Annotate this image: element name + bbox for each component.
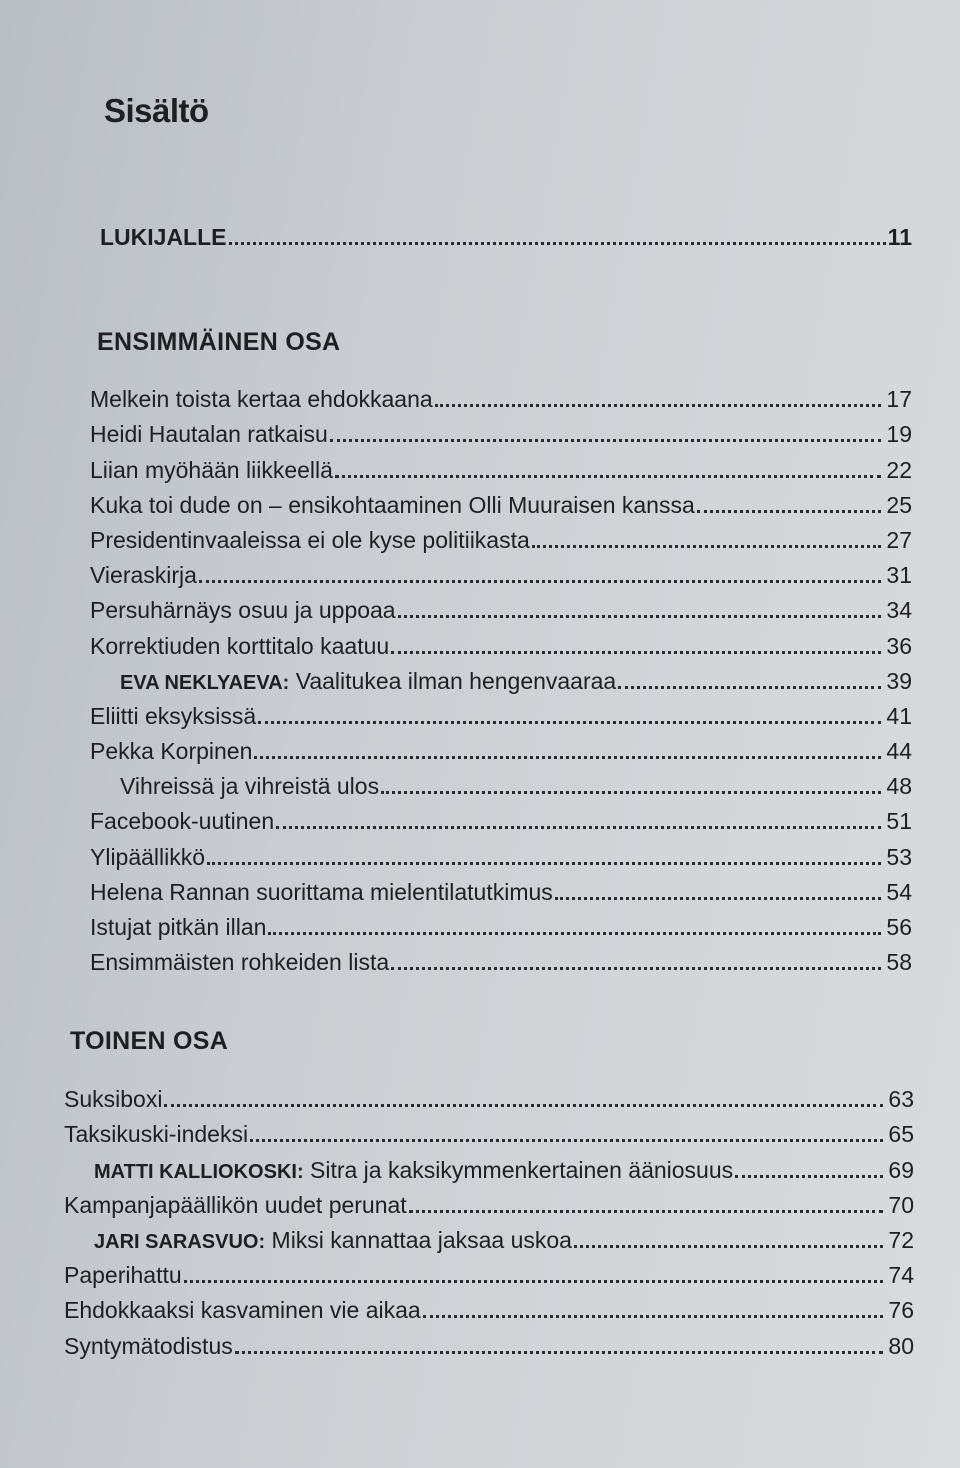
- entry-title: Persuhärnäys osuu ja uppoaa: [90, 597, 396, 624]
- entry-page: 54: [886, 878, 912, 905]
- entry-label: LUKIJALLE: [100, 224, 227, 250]
- entry-author: MATTI KALLIOKOSKI:: [94, 1160, 304, 1183]
- entry-label: [64, 1227, 572, 1254]
- page-title: Sisältö: [104, 92, 209, 129]
- entry-page: 27: [886, 526, 912, 553]
- part-1-entries: [90, 378, 912, 976]
- entry-label: [64, 1086, 162, 1113]
- entry-title: Istujat pitkän illan: [90, 914, 267, 940]
- entry-label: [90, 703, 256, 730]
- entry-label: [90, 597, 396, 624]
- entry-author: EVA NEKLYAEVA:: [120, 671, 290, 694]
- toc-entry[interactable]: [64, 1219, 914, 1254]
- entry-label: [90, 949, 389, 976]
- entry-label: [64, 1333, 233, 1360]
- entry-label: [90, 773, 379, 800]
- toc-entry[interactable]: [64, 1184, 914, 1219]
- dot-leader: [164, 1104, 883, 1107]
- entry-label: [90, 668, 616, 695]
- entry-page: 65: [888, 1121, 914, 1148]
- entry-label: [64, 1297, 421, 1324]
- entry-page: 11: [887, 224, 912, 250]
- entry-label: [64, 1121, 248, 1148]
- toc-entry[interactable]: [90, 800, 912, 835]
- dot-leader: [276, 826, 881, 829]
- dot-leader: [268, 932, 881, 935]
- toc-entry[interactable]: [64, 1324, 914, 1359]
- entry-title: Paperihattu: [64, 1262, 182, 1289]
- entry-title: Liian myöhään liikkeellä: [90, 456, 333, 483]
- dot-leader: [381, 791, 881, 794]
- toc-entry[interactable]: [90, 730, 912, 765]
- entry-page: 31: [886, 562, 912, 589]
- entry-title: Syntymätodistus: [64, 1332, 233, 1359]
- toc-entry[interactable]: [90, 941, 912, 976]
- entry-title: Presidentinvaaleissa ei ole kyse politiikasta: [90, 526, 530, 553]
- entry-title: Ensimmäisten rohkeiden lista: [90, 949, 390, 976]
- entry-label: [90, 421, 328, 448]
- toc-entry[interactable]: [64, 1254, 914, 1289]
- toc-entry[interactable]: [90, 378, 912, 413]
- entry-title: Helena Rannan suorittama mielentilatutkimus: [90, 878, 553, 905]
- dot-leader: [574, 1245, 883, 1248]
- part-2-heading: TOINEN OSA: [70, 1027, 229, 1055]
- toc-entry[interactable]: [90, 484, 912, 519]
- dot-leader: [391, 651, 881, 654]
- entry-label: [90, 562, 197, 589]
- entry-page: 25: [886, 491, 912, 518]
- entry-page: 80: [888, 1332, 914, 1359]
- entry-title: Pekka Korpinen: [90, 738, 253, 765]
- entry-label: [90, 386, 433, 413]
- toc-entry[interactable]: [90, 765, 912, 800]
- toc-entry[interactable]: [90, 871, 912, 906]
- entry-page: 76: [888, 1297, 914, 1324]
- toc-entry[interactable]: [90, 554, 912, 589]
- dot-leader: [618, 686, 881, 689]
- entry-page: 69: [888, 1156, 914, 1183]
- entry-title: Ehdokkaaksi kasvaminen vie aikaa: [64, 1297, 421, 1324]
- dot-leader: [409, 1210, 883, 1213]
- entry-page: 70: [888, 1191, 914, 1218]
- dot-leader: [184, 1280, 883, 1283]
- entry-title: Sitra ja kaksikymmenkertainen ääniosuus: [310, 1156, 734, 1183]
- dot-leader: [229, 242, 886, 245]
- entry-page: 63: [888, 1086, 914, 1113]
- entry-title: Korrektiuden korttitalo kaatuu: [90, 632, 390, 659]
- entry-page: 17: [886, 386, 912, 413]
- entry-label: [90, 527, 530, 554]
- entry-title: Facebook-uutinen: [90, 808, 275, 835]
- entry-title: Taksikuski-indeksi: [64, 1121, 249, 1148]
- entry-title: Suksiboxi: [64, 1086, 163, 1113]
- dot-leader: [697, 510, 881, 513]
- entry-page: 22: [886, 456, 912, 483]
- entry-label: [90, 457, 333, 484]
- entry-title: Vihreissä ja vihreistä ulos: [120, 773, 380, 800]
- entry-title: Eliitti eksyksissä: [90, 702, 257, 729]
- entry-page: 41: [886, 702, 912, 729]
- entry-label: [90, 492, 695, 519]
- entry-title: Heidi Hautalan ratkaisu: [90, 421, 328, 448]
- entry-label: [90, 879, 553, 906]
- dot-leader: [435, 404, 881, 407]
- part-1-heading: ENSIMMÄINEN OSA: [97, 328, 341, 356]
- entry-label: [64, 1192, 407, 1219]
- toc-entry-lukijalle[interactable]: [100, 224, 912, 251]
- part-2-entries: [64, 1078, 914, 1360]
- toc-entry[interactable]: [90, 413, 912, 448]
- entry-title: Melkein toista kertaa ehdokkaana: [90, 386, 433, 413]
- dot-leader: [330, 439, 881, 442]
- dot-leader: [532, 545, 881, 548]
- entry-title: Kampanjapäällikön uudet perunat: [64, 1191, 407, 1218]
- dot-leader: [335, 475, 881, 478]
- toc-entry[interactable]: [90, 660, 912, 695]
- toc-entry[interactable]: [90, 589, 912, 624]
- toc-entry[interactable]: [90, 906, 912, 941]
- entry-title: Miksi kannattaa jaksaa uskoa: [271, 1226, 572, 1253]
- entry-page: 51: [886, 808, 912, 835]
- toc-entry[interactable]: [90, 624, 912, 659]
- toc-entry[interactable]: [90, 835, 912, 870]
- dot-leader: [735, 1175, 883, 1178]
- entry-author: JARI SARASVUO:: [94, 1230, 266, 1253]
- entry-page: 56: [886, 914, 912, 940]
- toc-entry[interactable]: [64, 1078, 914, 1113]
- entry-title: Kuka toi dude on – ensikohtaaminen Olli Muuraisen kanssa: [90, 491, 695, 518]
- entry-page: 48: [886, 773, 912, 800]
- entry-page: 36: [886, 632, 912, 659]
- entry-page: 39: [886, 667, 912, 694]
- dot-leader: [254, 756, 881, 759]
- entry-page: 53: [886, 843, 912, 870]
- entry-label: [90, 633, 389, 660]
- toc-entry[interactable]: [90, 695, 912, 730]
- dot-leader: [207, 862, 881, 865]
- toc-entry[interactable]: [64, 1289, 914, 1324]
- entry-label: [64, 1157, 733, 1184]
- entry-page: 58: [886, 949, 912, 976]
- dot-leader: [250, 1139, 883, 1142]
- entry-page: 72: [888, 1226, 914, 1253]
- dot-leader: [391, 967, 881, 970]
- dot-leader: [258, 721, 881, 724]
- entry-title: Vieraskirja: [90, 562, 197, 589]
- entry-page: 19: [886, 421, 912, 448]
- toc-entry[interactable]: [64, 1113, 914, 1148]
- entry-title: Vaalitukea ilman hengenvaaraa: [295, 667, 617, 694]
- dot-leader: [555, 897, 881, 900]
- entry-label: [90, 808, 274, 835]
- dot-leader: [398, 615, 881, 618]
- dot-leader: [199, 580, 881, 583]
- toc-entry[interactable]: [90, 519, 912, 554]
- entry-label: [64, 1262, 182, 1289]
- entry-label: [90, 738, 252, 765]
- entry-page: 74: [888, 1262, 914, 1289]
- entry-label: [90, 844, 205, 871]
- entry-page: 34: [886, 597, 912, 624]
- toc-entry[interactable]: [90, 448, 912, 483]
- entry-label: [90, 914, 266, 941]
- dot-leader: [423, 1315, 883, 1318]
- entry-page: 44: [886, 738, 912, 765]
- toc-entry[interactable]: [64, 1148, 914, 1183]
- entry-title: Ylipäällikkö: [90, 843, 206, 870]
- dot-leader: [235, 1351, 883, 1354]
